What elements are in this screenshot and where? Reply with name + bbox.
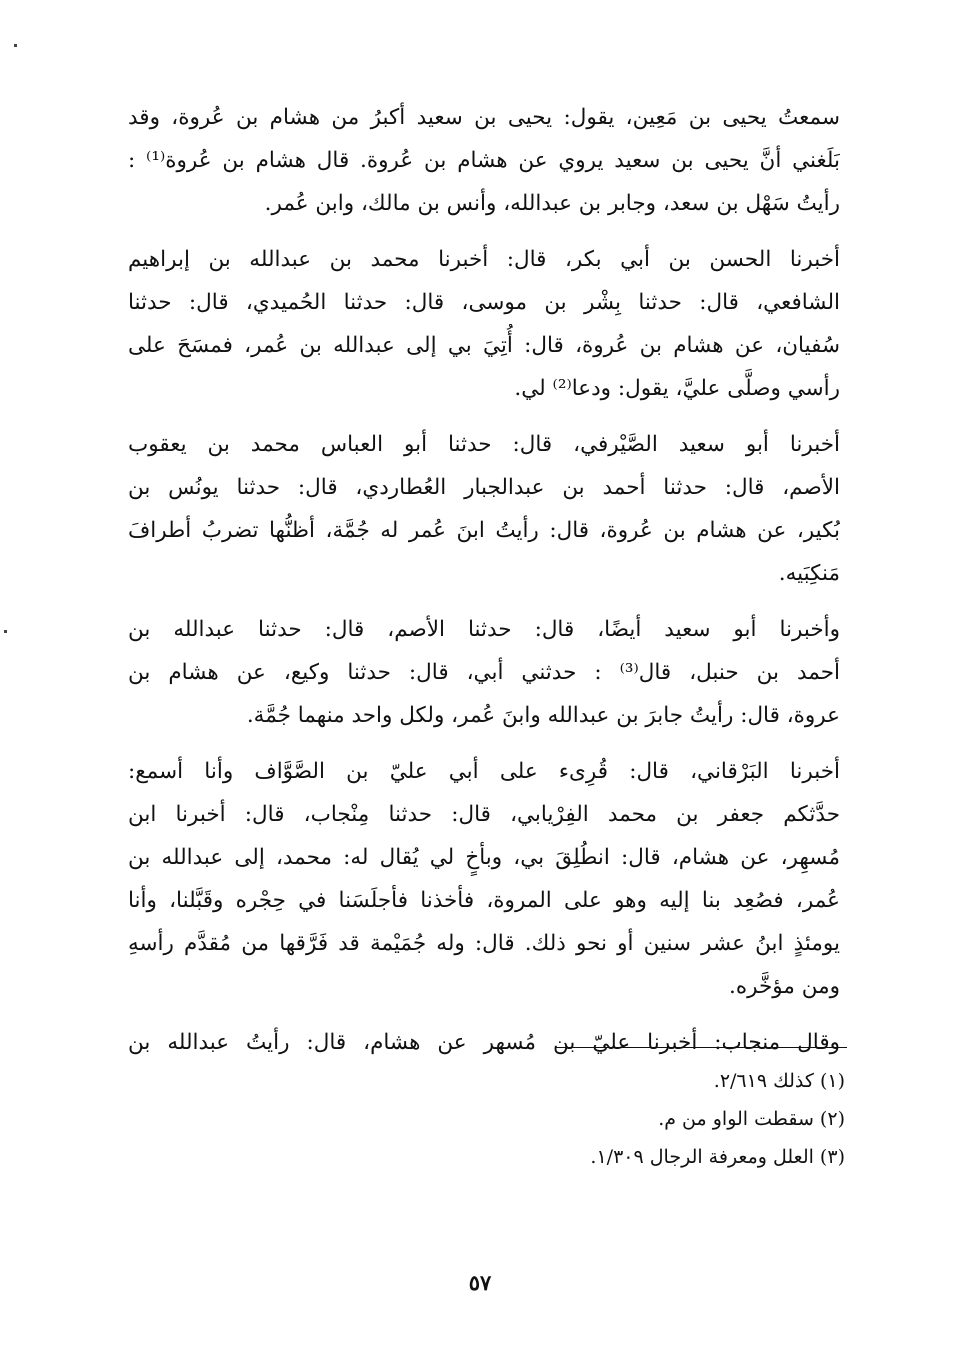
text-line: الأصم، قال: حدثنا أحمد بن عبدالجبار العُطاردي، قال: حدثنا يونُس بن [128,475,840,500]
scan-mark [4,630,7,633]
paragraph-3 [128,423,840,595]
paragraph-2 [128,238,840,410]
text-line: أخبرنا أبو سعيد الصَّيْرفي، قال: حدثنا أبو العباس محمد بن يعقوب [128,432,840,457]
text-line: حدَّثكم جعفر بن محمد الفِرْيابي، قال: حدثنا مِنْجاب، قال: أخبرنا ابن [128,802,840,827]
text-line: سمعتُ يحيى بن مَعِين، يقول: يحيى بن سعيد أكبرُ من هشام بن عُروة، وقد [128,105,840,130]
text-line: رأسي وصلَّى عليَّ، يقول: ودعا⁽²⁾ لي. [514,376,840,401]
text-line: رأيتُ سَهْل بن سعد، وجابر بن عبدالله، وأنس بن مالك، وابن عُمر. [264,191,840,216]
paragraph-1 [128,96,840,225]
footnote-2: (٢) سقطت الواو من م. [658,1108,845,1130]
text-line: وأخبرنا أبو سعيد أيضًا، قال: حدثنا الأصم، قال: حدثنا عبدالله بن [128,617,840,642]
text-line: أخبرنا البَرْقاني، قال: قُرِىء على أبي عليّ بن الصَّوَّاف وأنا أسمع: [128,759,840,784]
text-line: سُفيان، عن هشام بن عُروة، قال: أُتِيَ بي إلى عبدالله بن عُمر، فمسَحَ على [128,333,840,358]
text-line: بُكير، عن هشام بن عُروة، قال: رأيتُ ابنَ عُمر له جُمَّة، أظنُّها تضربُ أطرافَ [128,518,840,543]
paragraph-5 [128,750,840,1008]
text-line: ومن مؤخَّره. [729,974,840,999]
text-line: بَلَغني أنَّ يحيى بن سعيد يروي عن هشام بن عُروة. قال هشام بن عُروة⁽¹⁾ : [128,148,840,173]
paragraph-4 [128,608,840,737]
text-line: مَنكِبَيه. [778,561,840,586]
text-line: يومئذٍ ابنُ عشر سنين أو نحو ذلك. قال: وله جُمَيْمة قد فَرَّقها من مُقدَّم رأسهِ [128,931,840,956]
footnotes [300,1062,845,1176]
text-line: أحمد بن حنبل، قال⁽³⁾ : حدثني أبي، قال: حدثنا وكيع، عن هشام بن [128,660,840,685]
text-line: عروة، قال: رأيتُ جابرَ بن عبدالله وابنَ عُمر، ولكل واحد منهما جُمَّة. [246,703,840,728]
text-line: عُمر، فصُعِد بنا إليه وهو على المروة، فأخذنا فأجلَسَنا في حِجْره وقَبَّلنا، وأنا [128,888,840,913]
footnote-3: (٣) العلل ومعرفة الرجال ١/٣٠٩. [590,1146,845,1168]
text-line: وقال منجاب: أخبرنا عليّ بن مُسهر عن هشام، قال: رأيتُ عبدالله بن [128,1030,840,1055]
text-line: مُسهِر، عن هشام، قال: انطُلِقَ بي، وبأخٍ لي يُقال له: محمد، إلى عبدالله بن [128,845,840,870]
paragraph-6 [128,1021,840,1064]
footnote-1: (١) كذلك ٢/٦١٩. [713,1070,845,1092]
text-line: الشافعي، قال: حدثنا بِشْر بن موسى، قال: حدثنا الحُميدي، قال: حدثنا [128,290,840,315]
scan-mark [14,44,17,47]
footnote-divider [555,1047,847,1048]
page-number: ٥٧ [468,1270,492,1295]
main-text [128,96,840,1077]
text-line: أخبرنا الحسن بن أبي بكر، قال: أخبرنا محمد بن عبدالله بن إبراهيم [128,247,840,272]
